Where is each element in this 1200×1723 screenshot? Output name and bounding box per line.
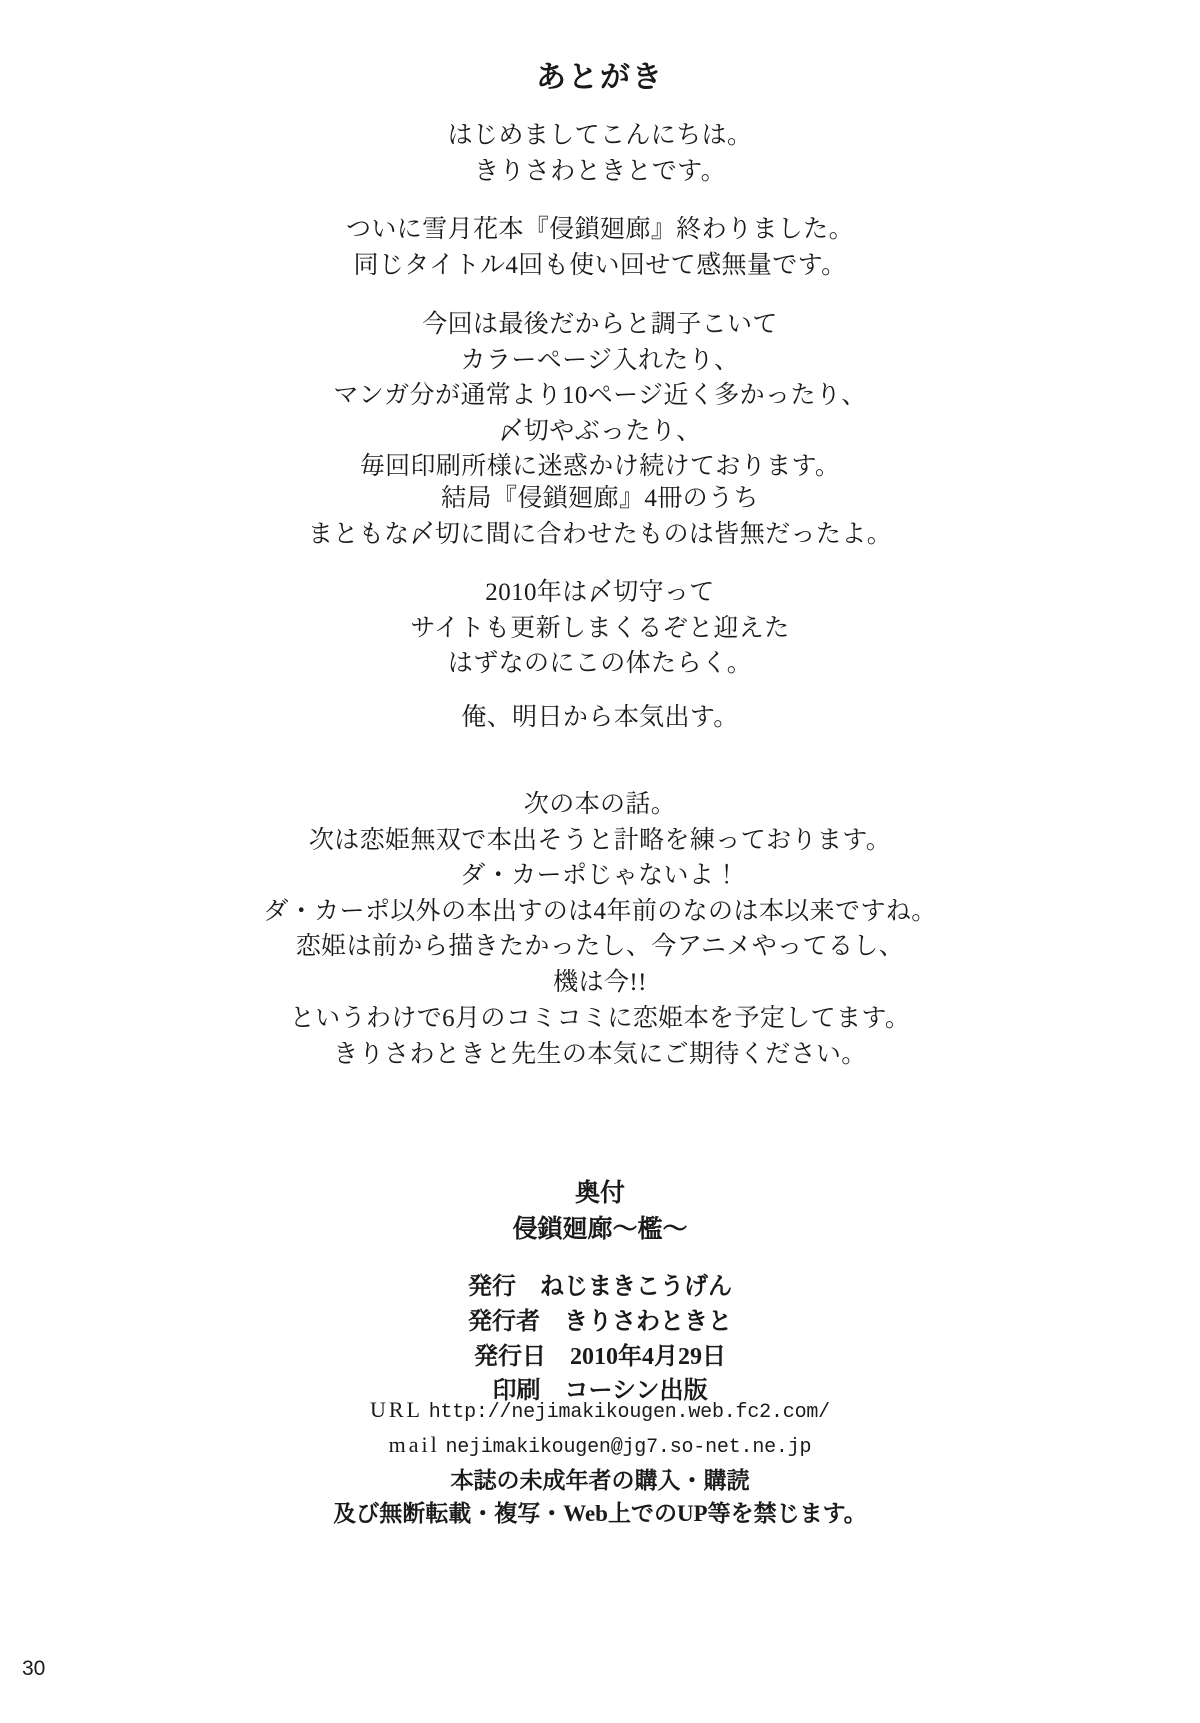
colophon-entry: 発行 ねじまきこうげん xyxy=(468,1274,732,1300)
afterword-line: 次は恋姫無双で本出そうと計略を練っております。 xyxy=(308,826,892,854)
contact-url-row xyxy=(0,1393,1200,1428)
colophon-heading xyxy=(0,1176,1200,1247)
afterword-line: ダ・カーポ以外の本出すのは4年前のなのは本以来ですね。 xyxy=(263,897,937,925)
afterword-line: 今回は最後だからと調子こいて xyxy=(422,311,778,338)
afterword-line: 機は今!! xyxy=(553,968,647,996)
afterword-line: カラーページ入れたり、 xyxy=(460,346,740,374)
afterword-line: 恋姫は前から描きたかったし、今アニメやってるし、 xyxy=(295,933,905,960)
afterword-line: マンガ分が通常より10ページ近く多かったり、 xyxy=(333,382,867,409)
colophon-entry: 印刷 コーシン出版 xyxy=(492,1378,708,1405)
afterword-block-next-book xyxy=(0,787,1200,1000)
page-number: 30 xyxy=(22,1657,46,1680)
afterword-block-year2010 xyxy=(0,575,1200,682)
afterword-line: はじめましてこんにちは。 xyxy=(447,122,753,149)
colophon-notice xyxy=(0,1464,1200,1531)
contact-mail-row xyxy=(0,1428,1200,1463)
afterword-line: ダ・カーポじゃないよ！ xyxy=(460,862,740,889)
afterword-block-series-end xyxy=(0,212,1200,283)
afterword-block-greeting xyxy=(0,118,1200,189)
afterword-heading: あとがき xyxy=(536,61,664,94)
contact-mail-value[interactable]: nejimakikougen@jg7.so-net.ne.jp xyxy=(445,1436,812,1459)
colophon-heading-line: 侵鎖廻廊〜檻〜 xyxy=(512,1215,688,1243)
notice-line: 及び無断転載・複写・Web上でのUP等を禁じます。 xyxy=(333,1501,867,1527)
afterword-line: 〆切やぶったり、 xyxy=(498,417,702,445)
afterword-line: 結局『侵鎖廻廊』4冊のうち xyxy=(441,485,759,512)
afterword-block-deadline xyxy=(0,481,1200,552)
colophon-heading-line: 奥付 xyxy=(574,1180,625,1207)
contact-mail-label: mail xyxy=(388,1432,440,1457)
afterword-line: 俺、明日から本気出す。 xyxy=(461,704,739,731)
colophon-entry: 発行者 きりさわときと xyxy=(468,1308,732,1335)
colophon-contacts xyxy=(0,1393,1200,1463)
afterword-block-tomorrow xyxy=(0,700,1200,736)
afterword-line: というわけで6月のコミコミに恋姫本を予定してます。 xyxy=(289,1005,911,1032)
contact-url-label: URL xyxy=(370,1397,423,1422)
afterword-line: きりさわときと先生の本気にご期待ください。 xyxy=(333,1040,867,1068)
afterword-line: サイトも更新しまくるぞと迎えた xyxy=(410,614,790,642)
afterword-line: 次の本の話。 xyxy=(523,791,677,818)
afterword-line: 毎回印刷所様に迷惑かけ続けております。 xyxy=(359,453,841,480)
afterword-block-this-time xyxy=(0,307,1200,485)
afterword-line: ついに雪月花本『侵鎖廻廊』終わりました。 xyxy=(345,216,854,243)
afterword-line: きりさわときとです。 xyxy=(473,157,726,185)
afterword-line: まともな〆切に間に合わせたものは皆無だったよ。 xyxy=(307,520,893,548)
afterword-line: 同じタイトル4回も使い回せて感無量です。 xyxy=(353,251,847,279)
colophon-entries xyxy=(0,1270,1200,1409)
afterword-line: はずなのにこの体たらく。 xyxy=(447,650,753,677)
colophon-entry: 発行日 2010年4月29日 xyxy=(474,1343,726,1370)
afterword-line: 2010年は〆切守って xyxy=(485,579,715,606)
contact-url-value[interactable]: http://nejimakikougen.web.fc2.com/ xyxy=(428,1401,830,1424)
notice-line: 本誌の未成年者の購入・購読 xyxy=(450,1468,750,1493)
afterword-block-announce xyxy=(0,1001,1200,1072)
